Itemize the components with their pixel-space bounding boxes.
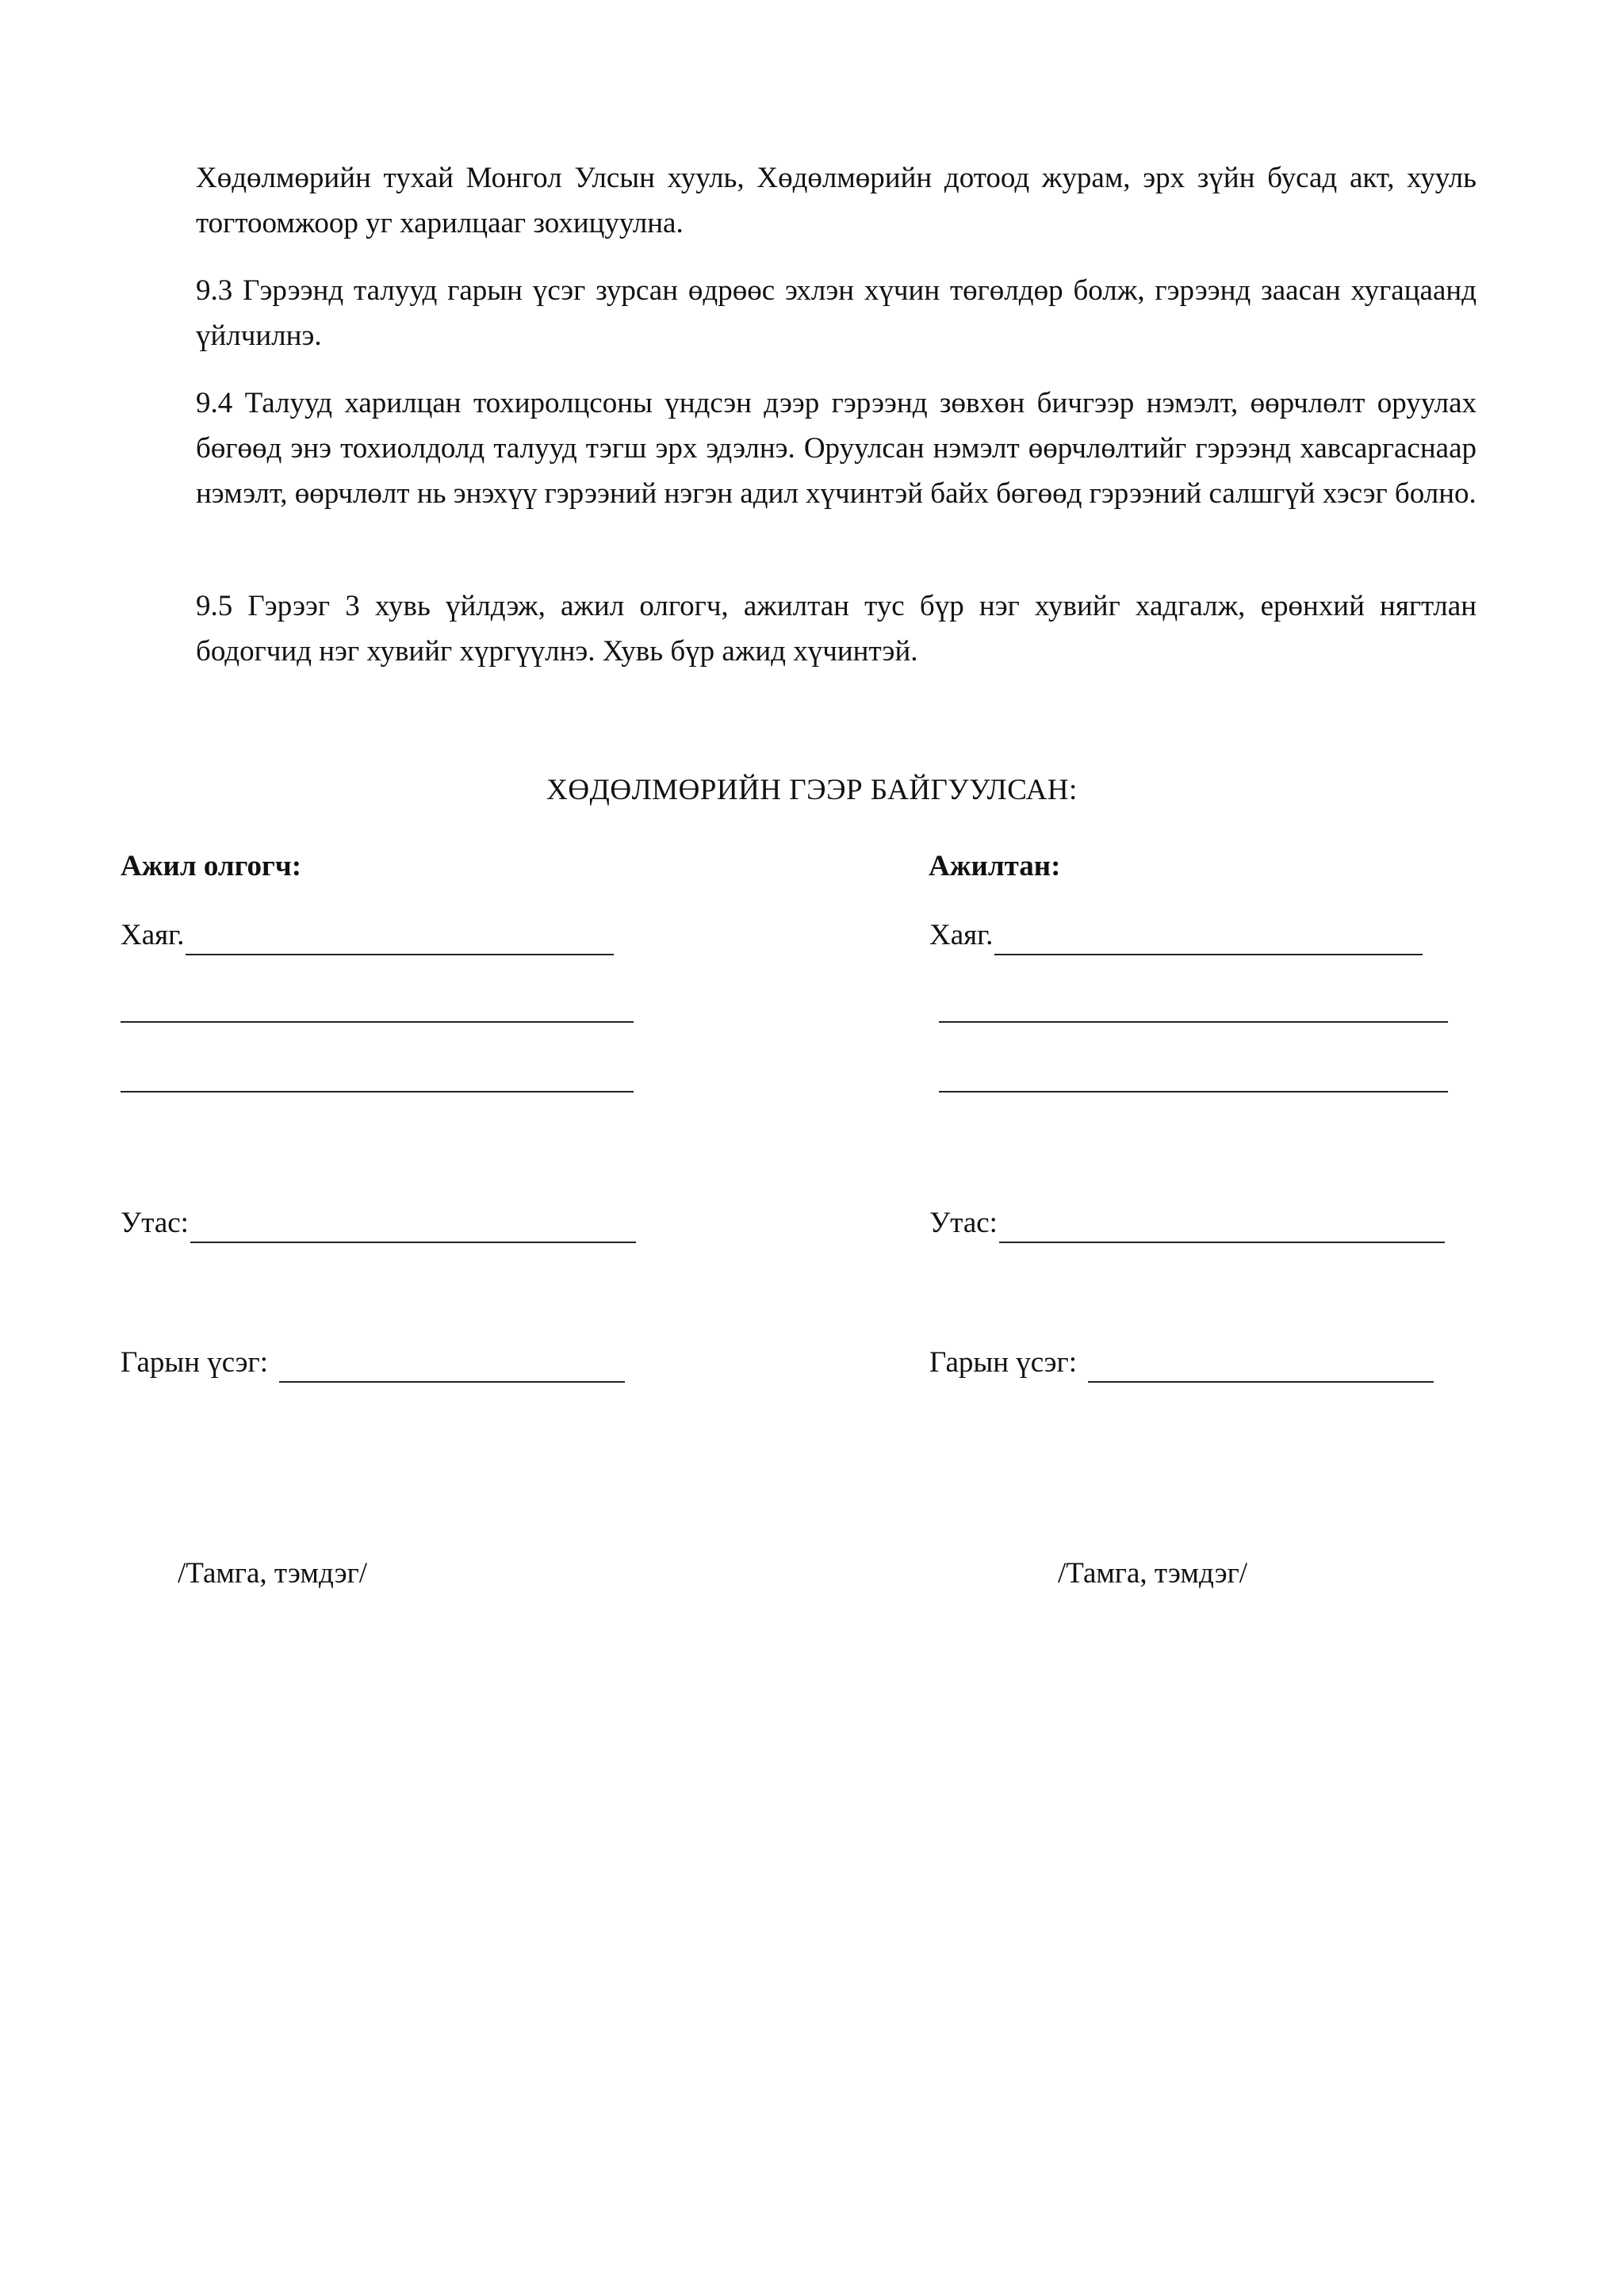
employee-signature-field[interactable] [929,1343,1434,1383]
employee-title: Ажилтан: [929,850,1061,882]
signature-heading: ХӨДӨЛМӨРИЙН ГЭЭР БАЙГУУЛСАН: [546,774,1078,806]
employer-address-field[interactable] [121,916,614,955]
employer-phone-field[interactable] [121,1203,636,1243]
employer-phone-label: Утас: [121,1207,189,1239]
employer-stamp-label: /Тамга, тэмдэг/ [178,1557,368,1590]
employer-address-line-2[interactable] [121,1021,634,1023]
employee-address-line-3[interactable] [939,1091,1448,1093]
employee-address-label: Хаяг. [929,919,994,951]
employer-address-line[interactable] [186,924,614,955]
paragraph-9-4: 9.4 Талууд харилцан тохиролцсоны үндсэн дээр гэрээнд зөвхөн бичгээр нэмэлт, өөрчлөлт оруулах бөгөөд энэ тохиолдолд талууд тэгш эрх эдэлнэ. Оруулсан нэмэлт өөрчлөлтийг гэрээнд хавсаргаснаар нэмэлт, өөрчлөлт нь энэхүү гэрээний нэгэн адил хүчинтэй байх бөгөөд гэрээний салшгүй хэсэг болно. [196,387,1477,510]
employee-phone-field[interactable] [929,1203,1445,1243]
employee-signature-label: Гарын үсэг: [929,1346,1078,1379]
employee-phone-line[interactable] [999,1211,1445,1243]
employee-stamp-label: /Тамга, тэмдэг/ [1058,1557,1248,1590]
employee-address-line[interactable] [994,924,1423,955]
employer-title: Ажил олгогч: [121,850,302,882]
employee-address-line-2[interactable] [939,1021,1448,1023]
employee-signature-line[interactable] [1088,1351,1434,1383]
employer-signature-field[interactable] [121,1343,625,1383]
paragraph-9-3: 9.3 Гэрээнд талууд гарын үсэг зурсан өдрөөс эхлэн хүчин төгөлдөр болж, гэрээнд заасан хугацаанд үйлчилнэ. [196,274,1477,352]
employer-address-line-3[interactable] [121,1091,634,1093]
paragraph-intro: Хөдөлмөрийн тухай Монгол Улсын хууль, Хөдөлмөрийн дотоод журам, эрх зүйн бусад акт, хууль тогтоомжоор уг харилцааг зохицуулна. [196,162,1477,239]
paragraph-9-5: 9.5 Гэрээг 3 хувь үйлдэж, ажил олгогч, ажилтан тус бүр нэг хувийг хадгалж, ерөнхий нягтлан бодогчид нэг хувийг хүргүүлнэ. Хувь бүр ажид хүчинтэй. [196,590,1477,668]
employee-phone-label: Утас: [929,1207,998,1239]
employee-address-field[interactable] [929,916,1423,955]
employer-signature-line[interactable] [279,1351,625,1383]
employer-signature-label: Гарын үсэг: [121,1346,269,1379]
employer-phone-line[interactable] [190,1211,636,1243]
employer-address-label: Хаяг. [121,919,185,951]
